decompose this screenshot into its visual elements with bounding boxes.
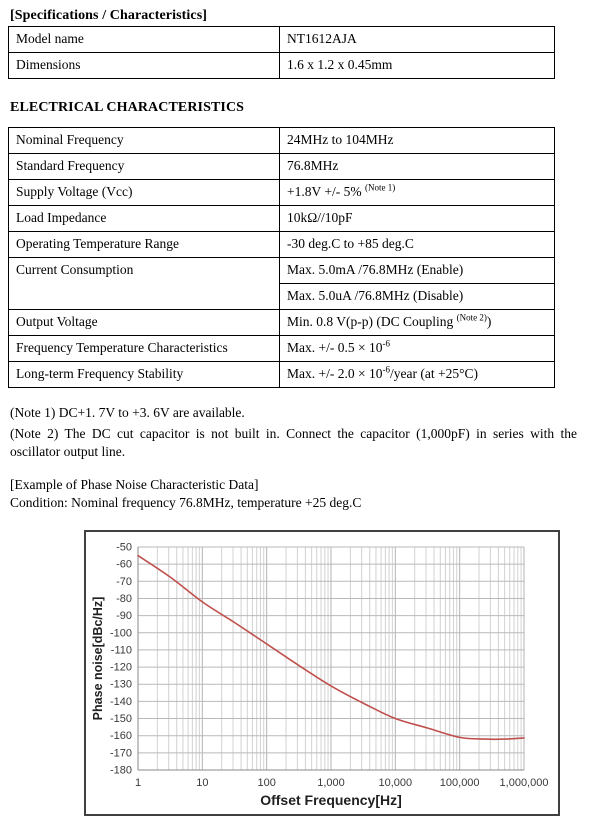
row-label-cell: Dimensions	[9, 53, 280, 79]
x-tick-label: 1	[134, 777, 142, 789]
note-2-line-1: (Note 2) The DC cut capacitor is not built in. Connect the capacitor (1,000pF) in series with the	[10, 426, 577, 441]
y-tick-label: -70	[116, 575, 132, 588]
row-label-cell: Load Impedance	[9, 206, 280, 232]
row-value-cell	[280, 180, 555, 206]
y-tick-label: -120	[109, 661, 132, 674]
y-tick-label: -180	[109, 764, 132, 777]
table-row	[9, 206, 555, 232]
row-label-cell: Current Consumption	[9, 258, 280, 310]
cell-text: )	[486, 314, 492, 329]
row-value-cell	[280, 310, 555, 336]
y-tick-label: -140	[109, 695, 132, 708]
y-tick-label: -160	[109, 730, 132, 743]
table-row	[9, 180, 555, 206]
y-tick-label: -60	[116, 558, 132, 571]
cell-text: +1.8V +/- 5%	[287, 184, 365, 199]
note-2	[10, 425, 613, 461]
phase-noise-chart-svg	[86, 532, 558, 814]
x-tick-label: 100,000	[439, 777, 480, 789]
elec-heading: ELECTRICAL CHARACTERISTICS	[10, 100, 245, 115]
example-heading: [Example of Phase Noise Characteristic Data]	[10, 477, 259, 492]
cell-text: NT1612AJA	[287, 31, 357, 46]
cell-text: Max. 5.0uA /76.8MHz (Disable)	[287, 288, 464, 303]
cell-text: -30 deg.C to +85 deg.C	[287, 236, 414, 251]
y-axis-title: Phase noise[dBc/Hz]	[91, 596, 105, 721]
row-label-cell: Nominal Frequency	[9, 128, 280, 154]
table-row	[9, 27, 555, 53]
elec-table	[8, 127, 555, 388]
table-row	[9, 128, 555, 154]
superscript-note-ref: (Note 1)	[364, 182, 396, 193]
condition-text: Condition: Nominal frequency 76.8MHz, temperature +25 deg.C	[10, 495, 362, 510]
table-row	[9, 362, 555, 388]
row-value-cell	[280, 154, 555, 180]
y-tick-label: -80	[116, 592, 132, 605]
note-1: (Note 1) DC+1. 7V to +3. 6V are available.	[10, 405, 245, 420]
y-tick-label: -110	[110, 644, 132, 657]
row-label-cell: Long-term Frequency Stability	[9, 362, 280, 388]
table-row	[9, 232, 555, 258]
phase-noise-chart	[84, 530, 560, 816]
x-tick-label: 100	[257, 777, 276, 789]
table-row	[9, 154, 555, 180]
table-row	[9, 310, 555, 336]
table-row	[9, 53, 555, 79]
row-label-cell: Frequency Temperature Characteristics	[9, 336, 280, 362]
y-tick-label: -130	[109, 678, 132, 691]
spec-table	[8, 26, 555, 79]
y-tick-label: -150	[109, 713, 132, 726]
x-tick-label: 10	[196, 777, 209, 789]
cell-text: Max. +/- 0.5 × 10	[287, 340, 383, 355]
x-tick-label: 1,000	[317, 777, 345, 789]
row-value-cell	[280, 258, 555, 284]
row-label-cell: Output Voltage	[9, 310, 280, 336]
row-value-cell	[280, 128, 555, 154]
row-value-cell	[280, 336, 555, 362]
row-label-cell: Standard Frequency	[9, 154, 280, 180]
cell-text: 76.8MHz	[287, 158, 339, 173]
row-value-cell	[280, 206, 555, 232]
cell-text: Max. +/- 2.0 × 10	[287, 366, 383, 381]
row-label-cell: Supply Voltage (Vcc)	[9, 180, 280, 206]
cell-text: 1.6 x 1.2 x 0.45mm	[287, 57, 393, 72]
cell-text: 10kΩ//10pF	[287, 210, 353, 225]
superscript-note-ref: (Note 2)	[456, 312, 487, 323]
y-tick-label: -100	[109, 627, 132, 640]
superscript-note-ref: -6	[382, 338, 390, 349]
y-tick-label: -90	[116, 610, 132, 623]
y-tick-label: -170	[109, 747, 132, 760]
x-tick-label: 1,000,000	[499, 777, 549, 789]
row-label-cell: Model name	[9, 27, 280, 53]
table-row	[9, 336, 555, 362]
superscript-note-ref: -6	[382, 364, 390, 375]
x-tick-label: 10,000	[378, 777, 413, 789]
table-row	[9, 258, 555, 284]
row-value-cell	[280, 232, 555, 258]
row-value-cell	[280, 362, 555, 388]
cell-text: /year (at +25°C)	[389, 366, 478, 381]
row-label-cell: Operating Temperature Range	[9, 232, 280, 258]
note-2-line-2: oscillator output line.	[10, 444, 126, 459]
cell-text: Max. 5.0mA /76.8MHz (Enable)	[287, 262, 464, 277]
row-value-cell	[280, 27, 555, 53]
row-value-cell	[280, 53, 555, 79]
y-tick-label: -50	[116, 541, 132, 554]
cell-text: Min. 0.8 V(p-p) (DC Coupling	[287, 314, 457, 329]
spec-heading: [Specifications / Characteristics]	[10, 8, 208, 23]
cell-text: 24MHz to 104MHz	[287, 132, 394, 147]
x-axis-title: Offset Frequency[Hz]	[260, 792, 402, 808]
row-value-cell	[280, 284, 555, 310]
